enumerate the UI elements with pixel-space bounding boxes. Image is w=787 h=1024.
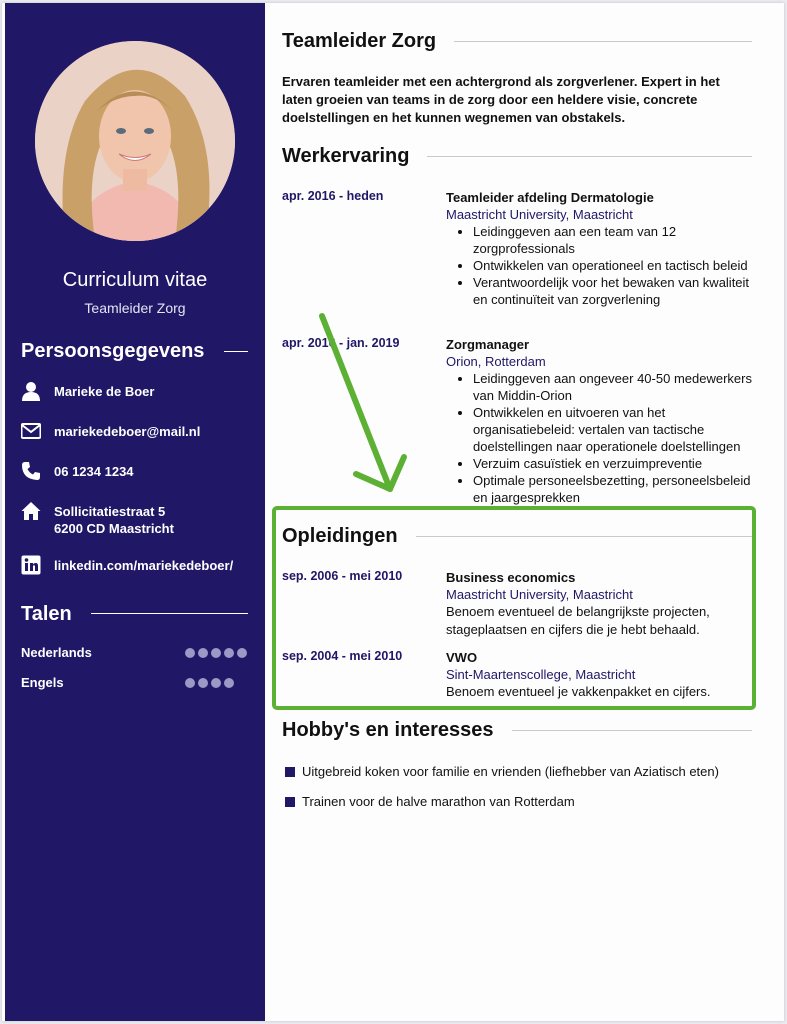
entry-title: Zorgmanager: [446, 337, 530, 352]
level-dot-filled: [185, 648, 195, 658]
level-dot-filled: [224, 648, 234, 658]
entry-date: sep. 2006 - mei 2010: [282, 569, 403, 583]
education-highlight-box: [272, 506, 756, 710]
home-icon: [21, 501, 41, 521]
contact-linkedin-row: [21, 555, 233, 575]
entry-title: VWO: [446, 650, 478, 665]
bullet-item: • Verzuim casuïstiek en verzuimpreventie: [473, 455, 752, 472]
square-bullet-icon: [285, 767, 295, 777]
languages-heading: Talen: [21, 603, 72, 625]
contact-email[interactable]: mariekedeboer@mail.nl: [54, 424, 201, 439]
annotation-arrow-icon: [312, 311, 422, 501]
bullet-item: • Optimale personeelsbezetting, personeelsbeleid en jaargesprekken: [473, 472, 752, 506]
hobby-text: Trainen voor de halve marathon van Rotterdam: [302, 794, 575, 809]
user-icon: [21, 381, 41, 401]
entry-place: Orion, Rotterdam: [446, 354, 546, 369]
personal-heading-rule: [224, 351, 248, 352]
experience-heading-text: Werkervaring: [282, 145, 410, 167]
phone-icon: [21, 461, 41, 481]
cv-title: Curriculum vitae: [62, 269, 208, 291]
job-title: Teamleider Zorg: [282, 30, 437, 52]
level-dot-empty: [237, 678, 247, 688]
entry-title: Teamleider afdeling Dermatologie: [446, 190, 654, 205]
language-row: [21, 645, 247, 660]
personal-heading: Persoonsgegevens: [21, 340, 205, 362]
hobby-text: Uitgebreid koken voor familie en vrienden (liefhebber van Aziatisch eten): [302, 764, 719, 779]
language-level: [182, 648, 247, 658]
envelope-icon: [21, 421, 41, 441]
level-dot-filled: [211, 648, 221, 658]
entry-place: Sint-Maartenscollege, Maastricht: [446, 667, 636, 682]
contact-name: Marieke de Boer: [54, 384, 155, 399]
bullet-item: • Leidinggeven aan een team van 12 zorgprofessionals: [473, 223, 752, 257]
level-dot-filled: [211, 678, 221, 688]
entry-description: Benoem eventueel je vakkenpakket en cijfers.: [446, 684, 711, 699]
language-name: Nederlands: [21, 645, 92, 660]
entry-bullets: [446, 223, 752, 308]
job-title-heading: [282, 30, 752, 53]
address-line-1: Sollicitatiestraat 5: [54, 504, 166, 519]
level-dot-filled: [198, 678, 208, 688]
contact-phone: 06 1234 1234: [54, 464, 134, 479]
language-name: Engels: [21, 675, 64, 690]
address-line-2: 6200 CD Maastricht: [54, 521, 174, 536]
hobbies-heading-text: Hobby's en interesses: [282, 719, 494, 741]
square-bullet-icon: [285, 797, 295, 807]
contact-address-row: [21, 501, 174, 537]
level-dot-filled: [224, 678, 234, 688]
language-row: [21, 675, 247, 690]
languages-heading-rule: [91, 613, 248, 614]
bullet-item: • Leidinggeven aan ongeveer 40-50 medewerkers van Middin-Orion: [473, 370, 752, 404]
contact-email-row: [21, 421, 200, 441]
entry-date: apr. 2016 - jan. 2019: [282, 336, 400, 350]
cv-page: [2, 3, 784, 1021]
contact-address: [54, 501, 174, 537]
entry-title: Business economics: [446, 570, 576, 585]
level-dot-filled: [185, 678, 195, 688]
contact-linkedin[interactable]: linkedin.com/mariekedeboer/: [54, 558, 234, 573]
hobby-item: [285, 794, 575, 809]
profile-summary: Ervaren teamleider met een achtergrond als zorgverlener. Expert in het laten groeien van teams in de zorg door een heldere visie, concrete doelstellingen en het kunnen wegnemen van obstakels.: [282, 74, 720, 125]
level-dot-filled: [237, 648, 247, 658]
entry-place: Maastricht University, Maastricht: [446, 207, 633, 222]
entry-bullets: [446, 370, 752, 506]
contact-name-row: [21, 381, 154, 401]
hobby-item: [285, 764, 719, 779]
entry-description: Benoem eventueel de belangrijkste projecten, stageplaatsen en cijfers die je hebt behaald.: [446, 604, 710, 637]
education-heading-text: Opleidingen: [282, 525, 398, 547]
hobbies-heading: [282, 719, 752, 742]
entry-date: sep. 2004 - mei 2010: [282, 649, 403, 663]
bullet-item: • Verantwoordelijk voor het bewaken van kwaliteit en continuïteit van zorgverlening: [473, 274, 752, 308]
bullet-item: • Ontwikkelen van operationeel en tactisch beleid: [473, 257, 752, 274]
profile-photo: [35, 41, 235, 241]
entry-date: apr. 2016 - heden: [282, 189, 384, 203]
level-dot-filled: [198, 648, 208, 658]
contact-phone-row: [21, 461, 134, 481]
entry-place: Maastricht University, Maastricht: [446, 587, 633, 602]
cv-subtitle: Teamleider Zorg: [84, 300, 186, 316]
sidebar: [5, 3, 265, 1021]
linkedin-icon: [21, 555, 41, 575]
bullet-item: • Ontwikkelen en uitvoeren van het organisatiebeleid: vertalen van tactische doelstellingen naar operationele doelstellingen: [473, 404, 752, 455]
experience-heading: [282, 145, 752, 168]
language-level: [182, 678, 247, 688]
